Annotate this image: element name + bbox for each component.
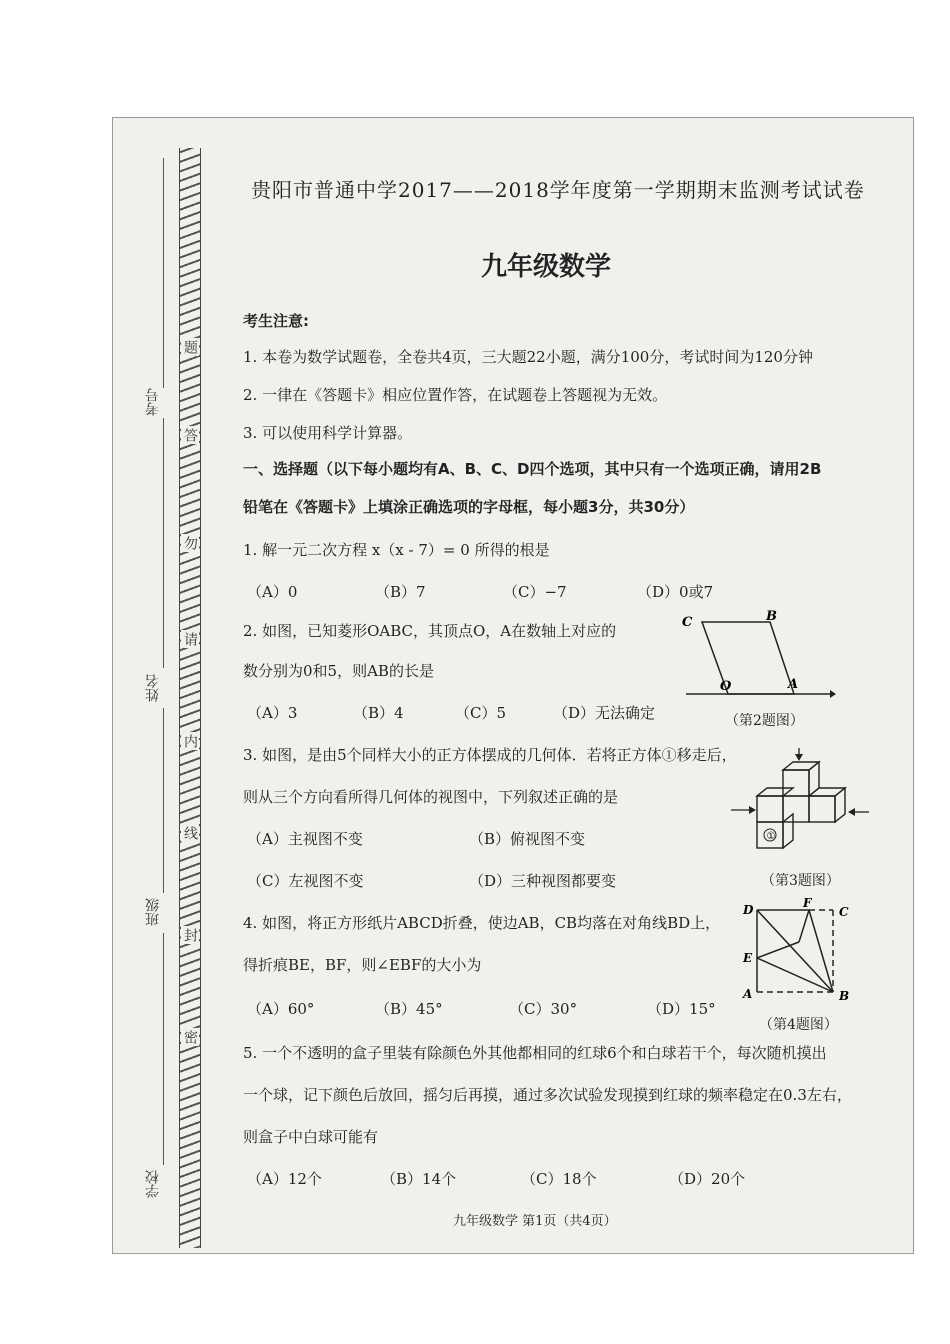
seal-char: 答 <box>182 428 198 442</box>
notice-item: 3. 可以使用科学计算器。 <box>243 424 413 442</box>
point-label-f: F <box>803 898 812 910</box>
question-3-option-d: （D）三种视图都要变 <box>469 872 617 890</box>
question-4-option-d: （D）15° <box>647 1000 716 1018</box>
seal-char: 内 <box>182 734 198 748</box>
question-4-option-c: （C）30° <box>509 1000 578 1018</box>
notice-item: 1. 本卷为数学试题卷，全卷共4页，三大题22小题，满分100分，考试时间为120分钟 <box>243 348 813 366</box>
question-1-stem: 1. 解一元二次方程 x（x - 7）= 0 所得的根是 <box>243 541 550 559</box>
question-1-option-a: （A）0 <box>247 583 298 601</box>
point-label-a: A <box>788 677 799 692</box>
question-5-line2: 一个球，记下颜色后放回，摇匀后再摸，通过多次试验发现摸到红球的频率稳定在0.3左右， <box>243 1086 852 1104</box>
field-label-exam-number: 考号 <box>145 388 161 416</box>
point-label-b: B <box>839 989 850 1003</box>
question-5-option-b: （B）14个 <box>381 1170 457 1188</box>
question-5-option-a: （A）12个 <box>247 1170 322 1188</box>
field-label-class: 班级 <box>145 898 161 926</box>
question-4-figure <box>741 898 857 1010</box>
question-4-line1: 4. 如图，将正方形纸片ABCD折叠，使边AB，CB均落在对角线BD上， <box>243 914 721 932</box>
question-3-option-c: （C）左视图不变 <box>247 872 364 890</box>
point-label-e: E <box>743 951 753 965</box>
exam-title: 贵阳市普通中学2017——2018学年度第一学期期末监测考试试卷 <box>251 178 865 202</box>
question-5-line1: 5. 一个不透明的盒子里装有除颜色外其他都相同的红球6个和白球若干个，每次随机摸出 <box>243 1044 827 1062</box>
point-label-c: C <box>682 615 693 630</box>
question-4-option-b: （B）45° <box>375 1000 443 1018</box>
seal-char: 密 <box>182 1030 198 1044</box>
notice-heading: 考生注意: <box>243 312 309 330</box>
point-label-d: D <box>743 903 754 917</box>
exam-paper <box>112 117 914 1254</box>
field-line <box>163 158 164 388</box>
question-2-option-d: （D）无法确定 <box>553 704 656 722</box>
question-4-line2: 得折痕BE，BF，则∠EBF的大小为 <box>243 956 482 974</box>
seal-char: 线 <box>182 826 198 840</box>
question-5-option-c: （C）18个 <box>521 1170 597 1188</box>
question-1-option-d: （D）0或7 <box>637 583 714 601</box>
field-line <box>163 418 164 668</box>
field-label-name: 姓名 <box>145 674 161 702</box>
seal-char: 请 <box>182 632 198 646</box>
question-3-line2: 则从三个方向看所得几何体的视图中，下列叙述正确的是 <box>243 788 619 806</box>
section-heading-cont: 铅笔在《答题卡》上填涂正确选项的字母框，每小题3分，共30分） <box>243 498 695 516</box>
figure-3-caption: （第3题图） <box>761 873 840 889</box>
question-2-option-a: （A）3 <box>247 704 298 722</box>
question-4-option-a: （A）60° <box>247 1000 315 1018</box>
question-5-option-d: （D）20个 <box>669 1170 746 1188</box>
question-3-option-a: （A）主视图不变 <box>247 830 363 848</box>
question-2-figure <box>678 608 838 708</box>
question-1-option-c: （C）−7 <box>503 583 567 601</box>
figure-4-caption: （第4题图） <box>759 1017 838 1033</box>
field-line <box>163 708 164 893</box>
field-label-school: 学校 <box>145 1170 161 1198</box>
point-label-b: B <box>766 609 777 624</box>
question-3-option-b: （B）俯视图不变 <box>469 830 586 848</box>
question-5-line3: 则盒子中白球可能有 <box>243 1128 379 1146</box>
question-2-line1: 2. 如图，已知菱形OABC，其顶点O，A在数轴上对应的 <box>243 622 617 640</box>
notice-item: 2. 一律在《答题卡》相应位置作答，在试题卷上答题视为无效。 <box>243 386 668 404</box>
point-label-c: C <box>839 905 849 919</box>
question-2-option-c: （C）5 <box>455 704 507 722</box>
point-label-a: A <box>743 987 753 1001</box>
binding-line <box>179 148 201 1248</box>
seal-char: 勿 <box>182 536 198 550</box>
question-3-figure <box>731 748 871 872</box>
question-3-line1: 3. 如图，是由5个同样大小的正方体摆成的几何体．若将正方体①移走后， <box>243 746 737 764</box>
seal-char: 题 <box>182 340 198 354</box>
page-footer: 九年级数学 第1页（共4页） <box>453 1214 617 1229</box>
seal-char: 封 <box>182 928 198 942</box>
question-2-option-b: （B）4 <box>353 704 404 722</box>
point-label-o: O <box>720 679 732 694</box>
figure-2-caption: （第2题图） <box>725 713 804 729</box>
field-line <box>163 933 164 1165</box>
section-heading: 一、选择题（以下每小题均有A、B、C、D四个选项，其中只有一个选项正确，请用2B <box>243 460 822 478</box>
cube-1-label: ① <box>766 831 776 842</box>
page-subject: 九年级数学 <box>481 252 612 282</box>
question-1-option-b: （B）7 <box>375 583 426 601</box>
question-2-line2: 数分别为0和5，则AB的长是 <box>243 662 434 680</box>
